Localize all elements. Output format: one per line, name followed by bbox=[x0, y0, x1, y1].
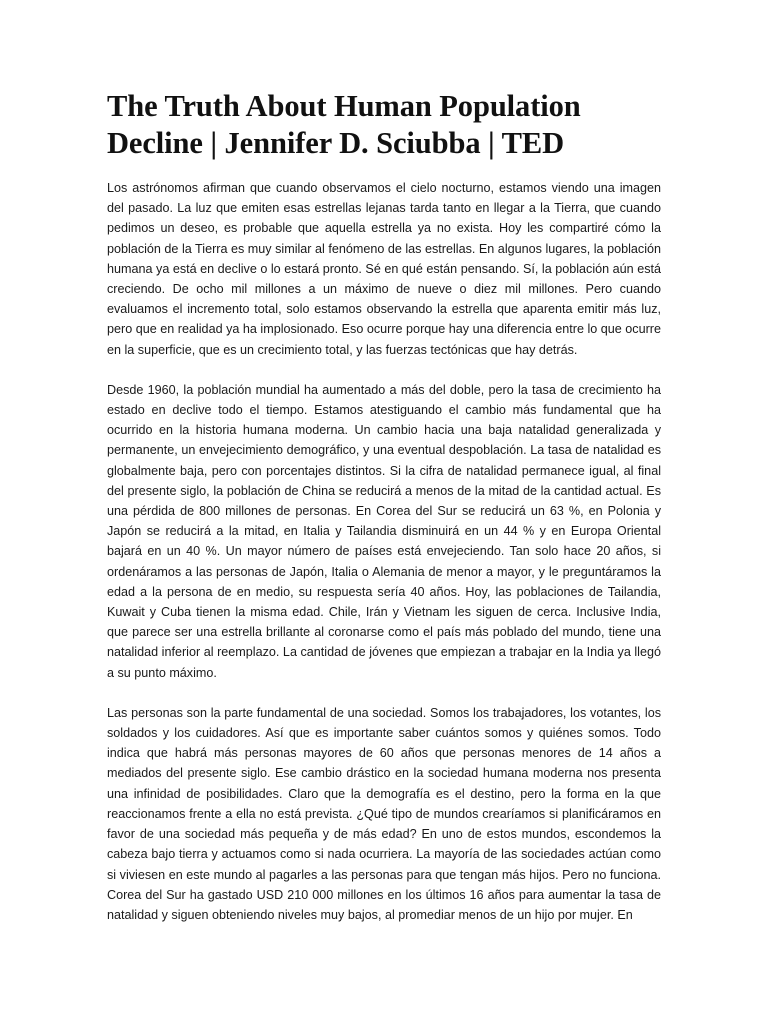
paragraph-1: Los astrónomos afirman que cuando observamos el cielo nocturno, estamos viendo una imagen del pasado. La luz que emiten esas estrellas lejanas tarda tanto en llegar a la Tierra, que cuando pedimos un deseo, es probable que aquella estrella ya no exista. Hoy les compartiré cómo la población de la Tierra es muy similar al fenómeno de las estrellas. En algunos lugares, la población humana ya está en declive o lo estará pronto. Sé en qué están pensando. Sí, la población aún está creciendo. De ocho mil millones a un máximo de nueve o diez mil millones. Pero cuando evaluamos el incremento total, solo estamos observando la estrella que aparenta emitir más luz, pero que en realidad ya ha implosionado. Eso ocurre porque hay una diferencia entre lo que ocurre en la superficie, que es un crecimiento total, y las fuerzas tectónicas que hay detrás. bbox=[107, 181, 661, 357]
paragraph-3: Las personas son la parte fundamental de una sociedad. Somos los trabajadores, los votantes, los soldados y los cuidadores. Así que es importante saber cuántos somos y quiénes somos. Todo indica que habrá más personas mayores de 60 años que personas menores de 14 años a mediados del presente siglo. Ese cambio drástico en la sociedad humana moderna nos presenta una infinidad de posibilidades. Claro que la demografía es el destino, pero la forma en la que reaccionamos frente a ella no está prevista. ¿Qué tipo de mundos crearíamos si planificáramos en favor de una sociedad más pequeña y de más edad? En uno de estos mundos, escondemos la cabeza bajo tierra y actuamos como si nada ocurriera. La mayoría de las sociedades actúan como si viviesen en este mundo al pagarles a las personas para que tengan más hijos. Pero no funciona. Corea del Sur ha gastado USD 210 000 millones en los últimos 16 años para aumentar la tasa de natalidad y siguen obteniendo niveles muy bajos, al promediar menos de un hijo por mujer. En bbox=[107, 705, 661, 922]
document-title: The Truth About Human Population Decline | Jennifer D. Sciubba | TED bbox=[107, 89, 581, 160]
document-page bbox=[107, 88, 661, 945]
paragraph-2: Desde 1960, la población mundial ha aumentado a más del doble, pero la tasa de crecimiento ha estado en declive todo el tiempo. Estamos atestiguando el cambio más fundamental que ha ocurrido en la historia humana moderna. Un cambio hacia una baja natalidad generalizada y permanente, un envejecimiento demográfico, y una eventual despoblación. La tasa de natalidad es globalmente baja, pero con porcentajes distintos. Si la cifra de natalidad permanece igual, al final del presente siglo, la población de China se reducirá a menos de la mitad de la cantidad actual. Es una pérdida de 800 millones de personas. En Corea del Sur se reducirá un 63 %, en Polonia y Japón se reducirá a la mitad, en Italia y Tailandia disminuirá en un 44 % y en Europa Oriental bajará en un 40 %. Un mayor número de países está envejeciendo. Tan solo hace 20 años, si ordenáramos a las personas de Japón, Italia o Alemania de menor a mayor, y le preguntáramos la edad a la persona de en medio, su respuesta sería 40 años. Hoy, las poblaciones de Tailandia, Kuwait y Cuba tienen la misma edad. Chile, Irán y Vietnam les siguen de cerca. Inclusive India, que parece ser una estrella brillante al coronarse como el país más poblado del mundo, tiene una natalidad inferior al reemplazo. La cantidad de jóvenes que empiezan a trabajar en la India ya llegó a su punto máximo. bbox=[107, 382, 661, 680]
